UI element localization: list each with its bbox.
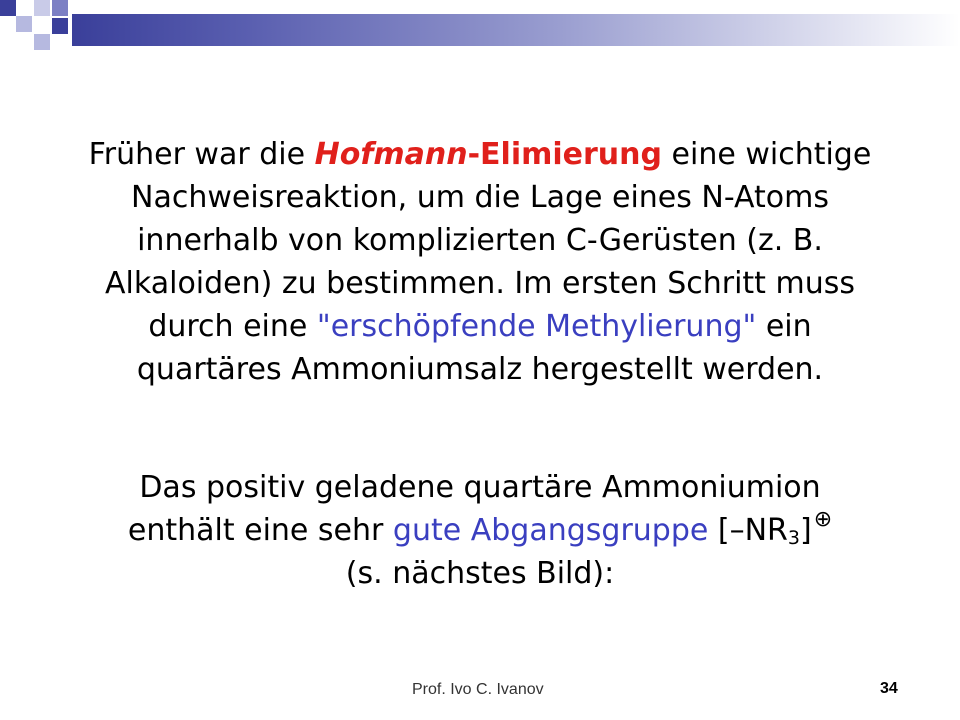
text: [–NR bbox=[708, 513, 788, 548]
text-line: innerhalb von komplizierten C-Gerüsten (z. B. bbox=[137, 223, 823, 258]
text-line: (s. nächstes Bild): bbox=[345, 556, 615, 591]
text: durch eine bbox=[148, 309, 317, 344]
text-line: Das positiv geladene quartäre Ammoniumion bbox=[139, 470, 821, 505]
header-square-mid bbox=[52, 0, 68, 16]
footer-author: Prof. Ivo C. Ivanov bbox=[412, 681, 544, 698]
header-square-light bbox=[16, 16, 32, 32]
header-square-dark bbox=[52, 18, 68, 34]
highlight-elimierung: -Elimierung bbox=[467, 137, 662, 172]
highlight-hofmann: Hofmann bbox=[314, 137, 468, 172]
header-square-dark bbox=[0, 0, 16, 16]
text: Früher war die bbox=[88, 137, 315, 172]
text-line: quartäres Ammoniumsalz hergestellt werden. bbox=[136, 352, 824, 387]
text: ] bbox=[799, 513, 812, 548]
paragraph-ammoniumion bbox=[40, 466, 920, 595]
highlight-methylierung: "erschöpfende Methylierung" bbox=[316, 309, 757, 344]
text-line: Nachweisreaktion, um die Lage eines N-Atoms bbox=[131, 180, 829, 215]
paragraph-hofmann bbox=[40, 133, 920, 391]
header-square-light bbox=[34, 34, 50, 50]
positive-charge-symbol: ⊕ bbox=[813, 507, 833, 532]
page-number: 34 bbox=[880, 680, 898, 697]
text: ein bbox=[756, 309, 812, 344]
text-line: Alkaloiden) zu bestimmen. Im ersten Schritt muss bbox=[105, 266, 855, 301]
header-gradient-bar bbox=[72, 14, 960, 46]
highlight-abgangsgruppe: gute Abgangsgruppe bbox=[392, 513, 709, 548]
subscript: 3 bbox=[787, 527, 800, 549]
text: enthält eine sehr bbox=[127, 513, 393, 548]
header-square-light bbox=[34, 0, 50, 16]
text: eine wichtige bbox=[662, 137, 872, 172]
